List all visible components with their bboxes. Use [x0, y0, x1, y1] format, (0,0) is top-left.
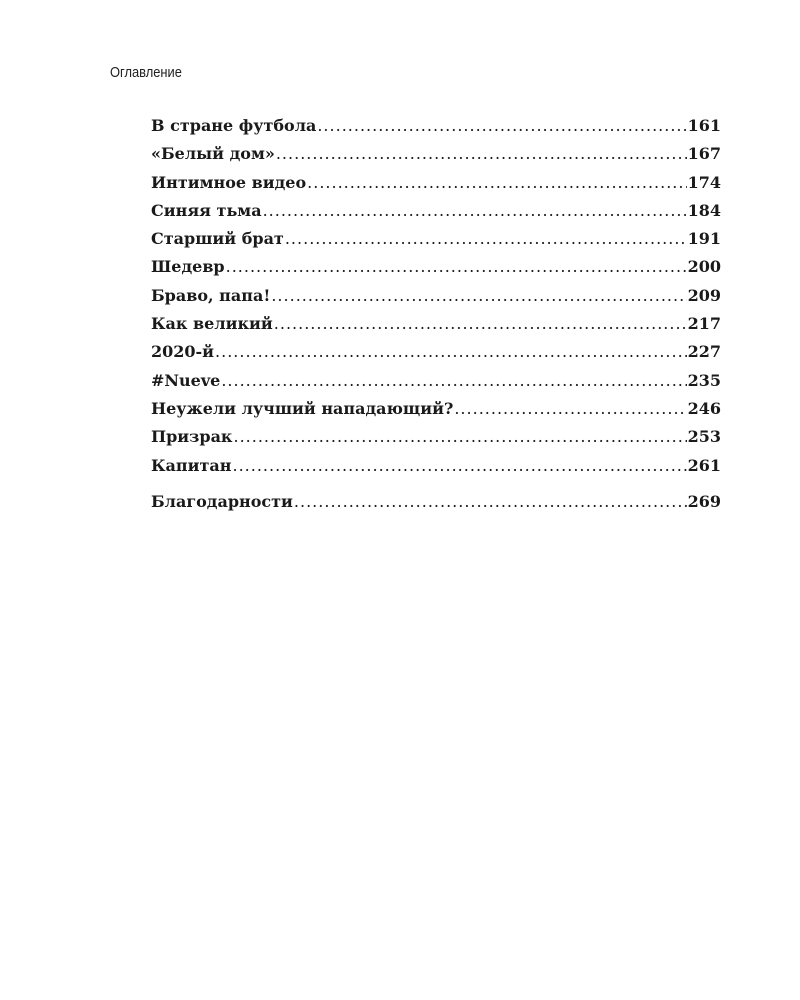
toc-entry [151, 169, 721, 197]
toc-entry-title: #Nueve [151, 370, 221, 390]
toc-dot-leader [274, 310, 687, 338]
toc-entry-title: Браво, папа! [151, 285, 271, 305]
table-of-contents [151, 112, 721, 516]
toc-entry-title: Интимное видео [151, 172, 307, 192]
toc-dot-leader [454, 395, 686, 423]
toc-dot-leader [276, 140, 687, 168]
toc-entry-page: 161 [687, 116, 721, 135]
toc-entry [151, 225, 721, 253]
toc-entry-acknowledgements [151, 488, 721, 516]
toc-entry-page: 261 [687, 455, 721, 475]
toc-entry-page: 227 [687, 342, 721, 362]
toc-dot-leader [233, 423, 686, 451]
toc-entry [151, 310, 721, 338]
toc-entry-page: 269 [687, 491, 721, 511]
toc-dot-leader [263, 197, 687, 225]
toc-entry-title: Неужели лучший нападающий? [151, 398, 454, 418]
toc-entry-page: 174 [687, 172, 721, 192]
toc-dot-leader [233, 452, 687, 480]
toc-entry-page: 200 [687, 257, 721, 277]
toc-dot-leader [317, 112, 686, 140]
toc-entry [151, 395, 721, 423]
toc-dot-leader [215, 338, 687, 366]
toc-entry [151, 367, 721, 395]
toc-entry-title: Благодарности [151, 491, 293, 511]
toc-dot-leader [307, 169, 686, 197]
toc-entry-title: Призрак [151, 427, 233, 447]
toc-entry [151, 253, 721, 281]
running-head: Оглавление [110, 64, 182, 81]
toc-entry [151, 140, 721, 168]
toc-entry-page: 235 [687, 370, 721, 390]
toc-entry-title: В стране футбола [151, 116, 317, 135]
toc-entry-title: Старший брат [151, 229, 284, 249]
toc-entry-title: Шедевр [151, 257, 225, 277]
toc-entry-page: 184 [687, 200, 721, 220]
toc-entry [151, 112, 721, 140]
toc-entry [151, 452, 721, 480]
toc-entry-page: 217 [687, 314, 721, 334]
toc-entry [151, 282, 721, 310]
toc-entry-page: 246 [687, 398, 721, 418]
toc-entry [151, 338, 721, 366]
toc-dot-leader [294, 488, 687, 516]
toc-entry-title: «Белый дом» [151, 144, 275, 164]
toc-entry-title: 2020-й [151, 342, 215, 362]
toc-dot-leader [221, 367, 686, 395]
toc-entry [151, 197, 721, 225]
toc-entry-page: 167 [687, 144, 721, 164]
toc-entry-page: 191 [687, 229, 721, 249]
toc-entry-title: Как великий [151, 314, 273, 334]
toc-dot-leader [271, 282, 686, 310]
toc-entry [151, 423, 721, 451]
toc-dot-leader [226, 253, 687, 281]
toc-entry-title: Капитан [151, 455, 232, 475]
toc-entry-page: 253 [687, 427, 721, 447]
toc-entry-page: 209 [687, 285, 721, 305]
toc-entry-title: Синяя тьма [151, 200, 262, 220]
toc-dot-leader [285, 225, 687, 253]
